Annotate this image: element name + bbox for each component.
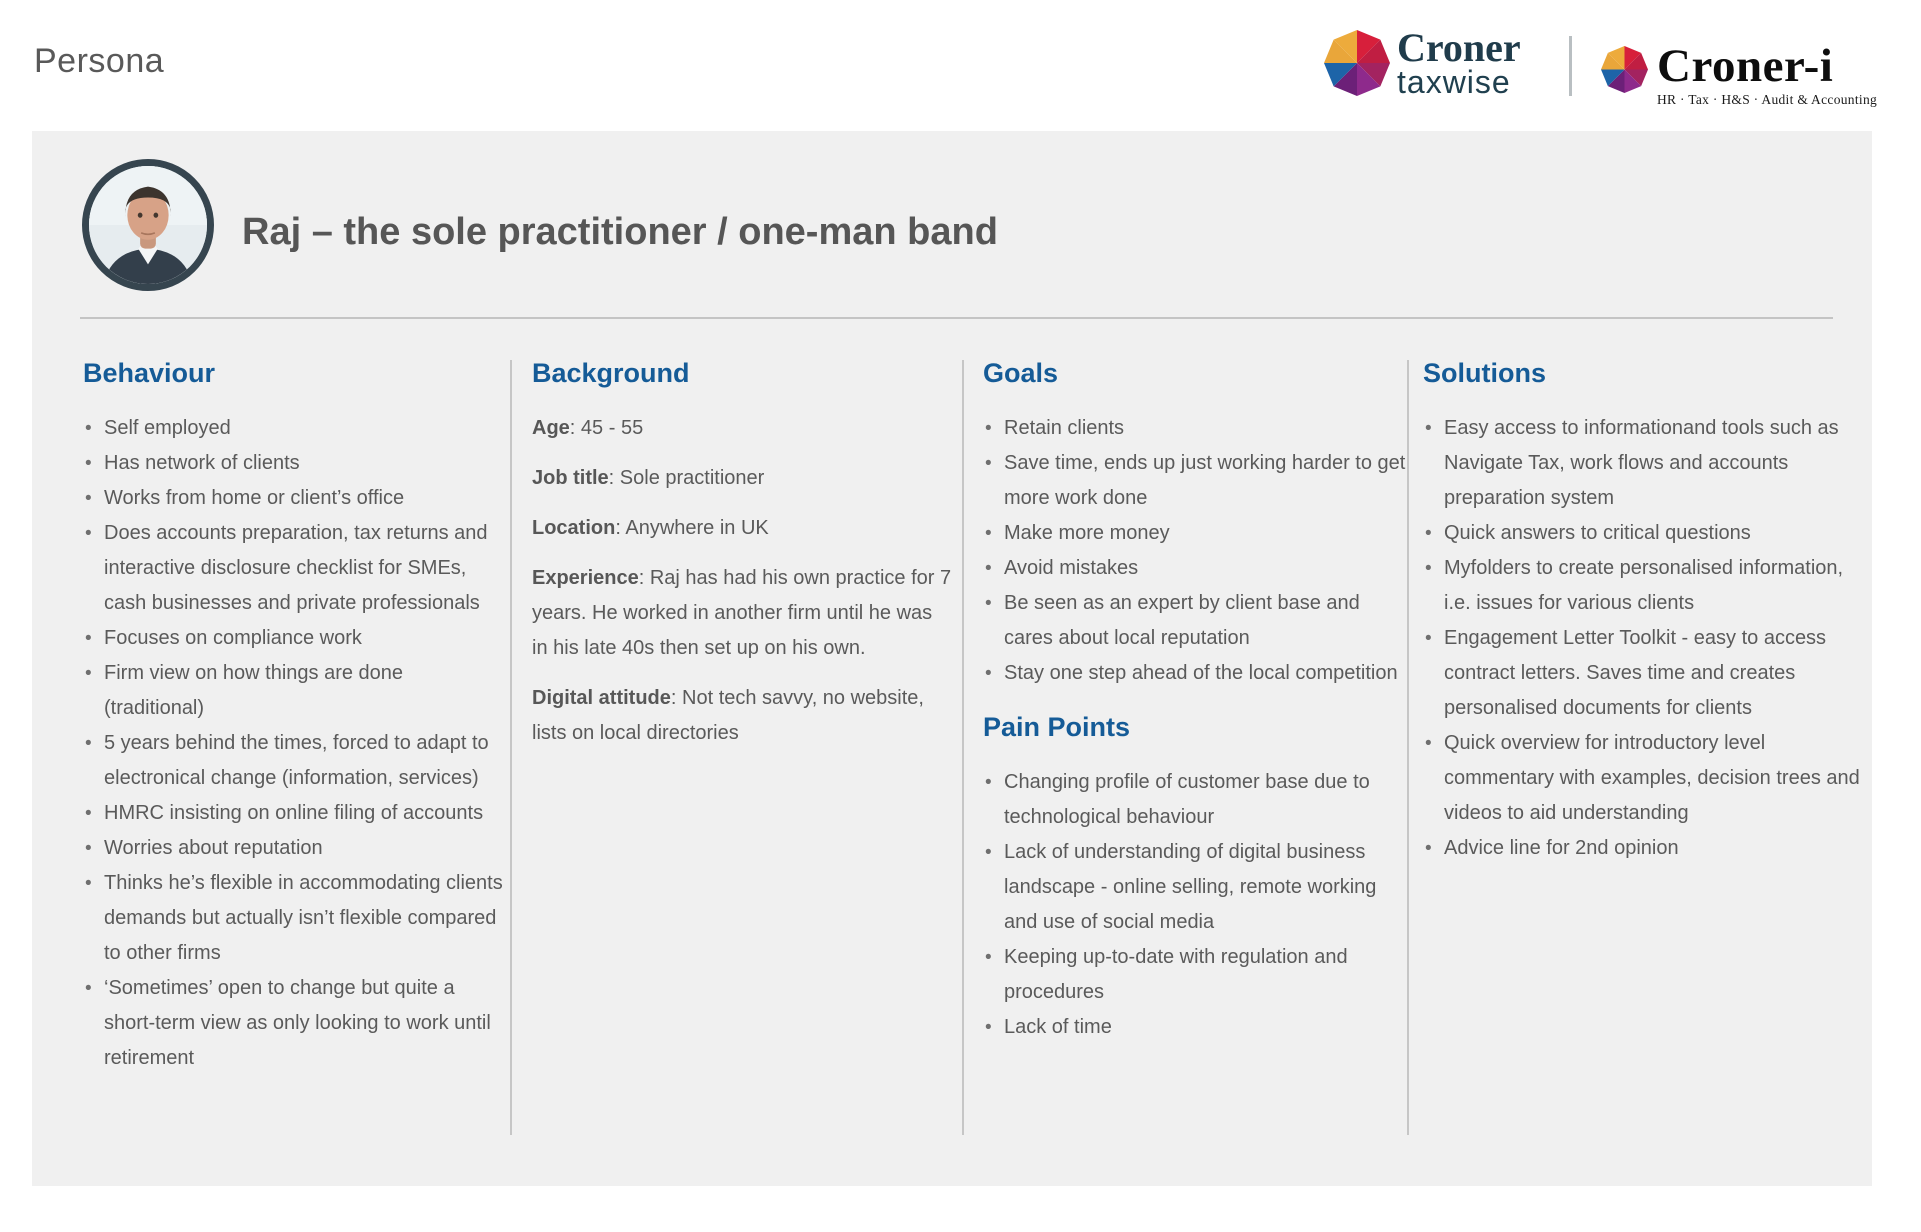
bullet-icon: •	[85, 418, 92, 439]
croner-taxwise-wordmark: Croner	[1397, 25, 1521, 70]
column-divider	[510, 360, 512, 1135]
behaviour-list	[83, 411, 508, 1076]
field-label: Digital attitude	[532, 687, 671, 709]
goal-item: • Stay one step ahead of the local competition	[983, 656, 1407, 691]
behaviour-item: • Thinks he’s flexible in accommodating clients demands but actually isn’t flexible compared to other firms	[83, 866, 508, 971]
bullet-icon: •	[985, 772, 992, 793]
behaviour-item: • Focuses on compliance work	[83, 621, 508, 656]
bullet-icon: •	[985, 842, 992, 863]
bullet-icon: •	[1425, 628, 1432, 649]
behaviour-item: • HMRC insisting on online filing of accounts	[83, 796, 508, 831]
bullet-icon: •	[85, 628, 92, 649]
behaviour-item: • Works from home or client’s office	[83, 481, 508, 516]
behaviour-column	[83, 356, 508, 1076]
behaviour-item: • Self employed	[83, 411, 508, 446]
background-column	[532, 356, 952, 766]
background-fields	[532, 411, 952, 751]
croner-i-logo	[1601, 40, 1878, 108]
bullet-icon: •	[985, 663, 992, 684]
background-field: Age: 45 - 55	[532, 417, 644, 439]
pain-point-item: • Lack of understanding of digital business landscape - online selling, remote working and use of social media	[983, 835, 1407, 940]
behaviour-item: • 5 years behind the times, forced to adapt to electronical change (information, services)	[83, 726, 508, 796]
background-field: Experience: Raj has had his own practice for 7 years. He worked in another firm until he was in his late 40s then set up on his own.	[532, 567, 952, 659]
background-heading: Background	[532, 358, 690, 388]
pain-points-list	[983, 765, 1407, 1045]
field-value: Sole practitioner	[619, 467, 765, 489]
behaviour-item: • Has network of clients	[83, 446, 508, 481]
bullet-icon: •	[985, 1017, 992, 1038]
goals-list	[983, 411, 1407, 691]
bullet-icon: •	[985, 418, 992, 439]
field-value: Raj has had his own practice for 7 years. He worked in another firm until he was in his late 40s then set up on his own.	[532, 567, 952, 659]
field-label: Location	[532, 517, 616, 539]
background-field: Location: Anywhere in UK	[532, 517, 769, 539]
goal-item: • Be seen as an expert by client base and cares about local reputation	[983, 586, 1407, 656]
column-divider	[1407, 360, 1409, 1135]
pain-point-item: • Lack of time	[983, 1010, 1407, 1045]
field-value: Not tech savvy, no website, lists on local directories	[532, 687, 924, 744]
bullet-icon: •	[85, 838, 92, 859]
goal-item: • Avoid mistakes	[983, 551, 1407, 586]
behaviour-heading: Behaviour	[83, 358, 216, 388]
bullet-icon: •	[1425, 418, 1432, 439]
bullet-icon: •	[1425, 558, 1432, 579]
bullet-icon: •	[1425, 523, 1432, 544]
bullet-icon: •	[85, 523, 92, 544]
goal-item: • Make more money	[983, 516, 1407, 551]
behaviour-item: • Worries about reputation	[83, 831, 508, 866]
solutions-list	[1423, 411, 1863, 866]
behaviour-item: • Does accounts preparation, tax returns and interactive disclosure checklist for SMEs, cash businesses and private professionals	[83, 516, 508, 621]
solution-item: • Engagement Letter Toolkit - easy to access contract letters. Saves time and creates personalised documents for clients	[1423, 621, 1863, 726]
field-label: Age	[532, 417, 570, 439]
bullet-icon: •	[985, 593, 992, 614]
bullet-icon: •	[85, 488, 92, 509]
behaviour-item: • Firm view on how things are done (traditional)	[83, 656, 508, 726]
behaviour-item: • ‘Sometimes’ open to change but quite a short-term view as only looking to work until retirement	[83, 971, 508, 1076]
bullet-icon: •	[1425, 838, 1432, 859]
solution-item: • Advice line for 2nd opinion	[1423, 831, 1863, 866]
solution-item: • Quick overview for introductory level commentary with examples, decision trees and videos to aid understanding	[1423, 726, 1863, 831]
croner-taxwise-octagon-icon	[1324, 30, 1390, 96]
column-divider	[962, 360, 964, 1135]
bullet-icon: •	[985, 523, 992, 544]
bullet-icon: •	[85, 733, 92, 754]
pain-point-item: • Keeping up-to-date with regulation and procedures	[983, 940, 1407, 1010]
background-field: Digital attitude: Not tech savvy, no website, lists on local directories	[532, 687, 924, 744]
croner-taxwise-wordmark-sub: taxwise	[1397, 64, 1511, 100]
persona-photo	[82, 159, 214, 291]
solution-item: • Quick answers to critical questions	[1423, 516, 1863, 551]
croner-i-octagon-icon	[1601, 46, 1648, 93]
field-value: Anywhere in UK	[625, 517, 769, 539]
bullet-icon: •	[85, 873, 92, 894]
goal-item: • Retain clients	[983, 411, 1407, 446]
bullet-icon: •	[1425, 733, 1432, 754]
goals-column	[983, 356, 1407, 1045]
logo-divider	[1569, 36, 1572, 96]
croner-taxwise-logo	[1324, 25, 1521, 100]
background-field: Job title: Sole practitioner	[532, 467, 765, 489]
persona-card	[32, 131, 1872, 1186]
solution-item: • Myfolders to create personalised information, i.e. issues for various clients	[1423, 551, 1863, 621]
bullet-icon: •	[85, 663, 92, 684]
solutions-heading: Solutions	[1423, 358, 1546, 388]
croner-i-wordmark: Croner-i	[1657, 40, 1834, 92]
page-title: Persona	[34, 42, 165, 80]
pain-point-item: • Changing profile of customer base due to technological behaviour	[983, 765, 1407, 835]
bullet-icon: •	[985, 558, 992, 579]
goals-heading: Goals	[983, 358, 1059, 388]
bullet-icon: •	[85, 453, 92, 474]
bullet-icon: •	[85, 978, 92, 999]
header-divider	[80, 317, 1833, 319]
person-avatar-icon	[89, 166, 207, 284]
field-label: Job title	[532, 467, 609, 489]
persona-title: Raj – the sole practitioner / one-man band	[242, 211, 998, 253]
goal-item: • Save time, ends up just working harder to get more work done	[983, 446, 1407, 516]
solutions-column	[1423, 356, 1863, 866]
pain-points-heading: Pain Points	[983, 712, 1131, 742]
field-value: 45 - 55	[580, 417, 644, 439]
bullet-icon: •	[85, 803, 92, 824]
bullet-icon: •	[985, 947, 992, 968]
solution-item: • Easy access to informationand tools such as Navigate Tax, work flows and accounts preparation system	[1423, 411, 1863, 516]
croner-i-tagline: HR · Tax · H&S · Audit & Accounting	[1657, 92, 1878, 107]
field-label: Experience	[532, 567, 639, 589]
bullet-icon: •	[985, 453, 992, 474]
